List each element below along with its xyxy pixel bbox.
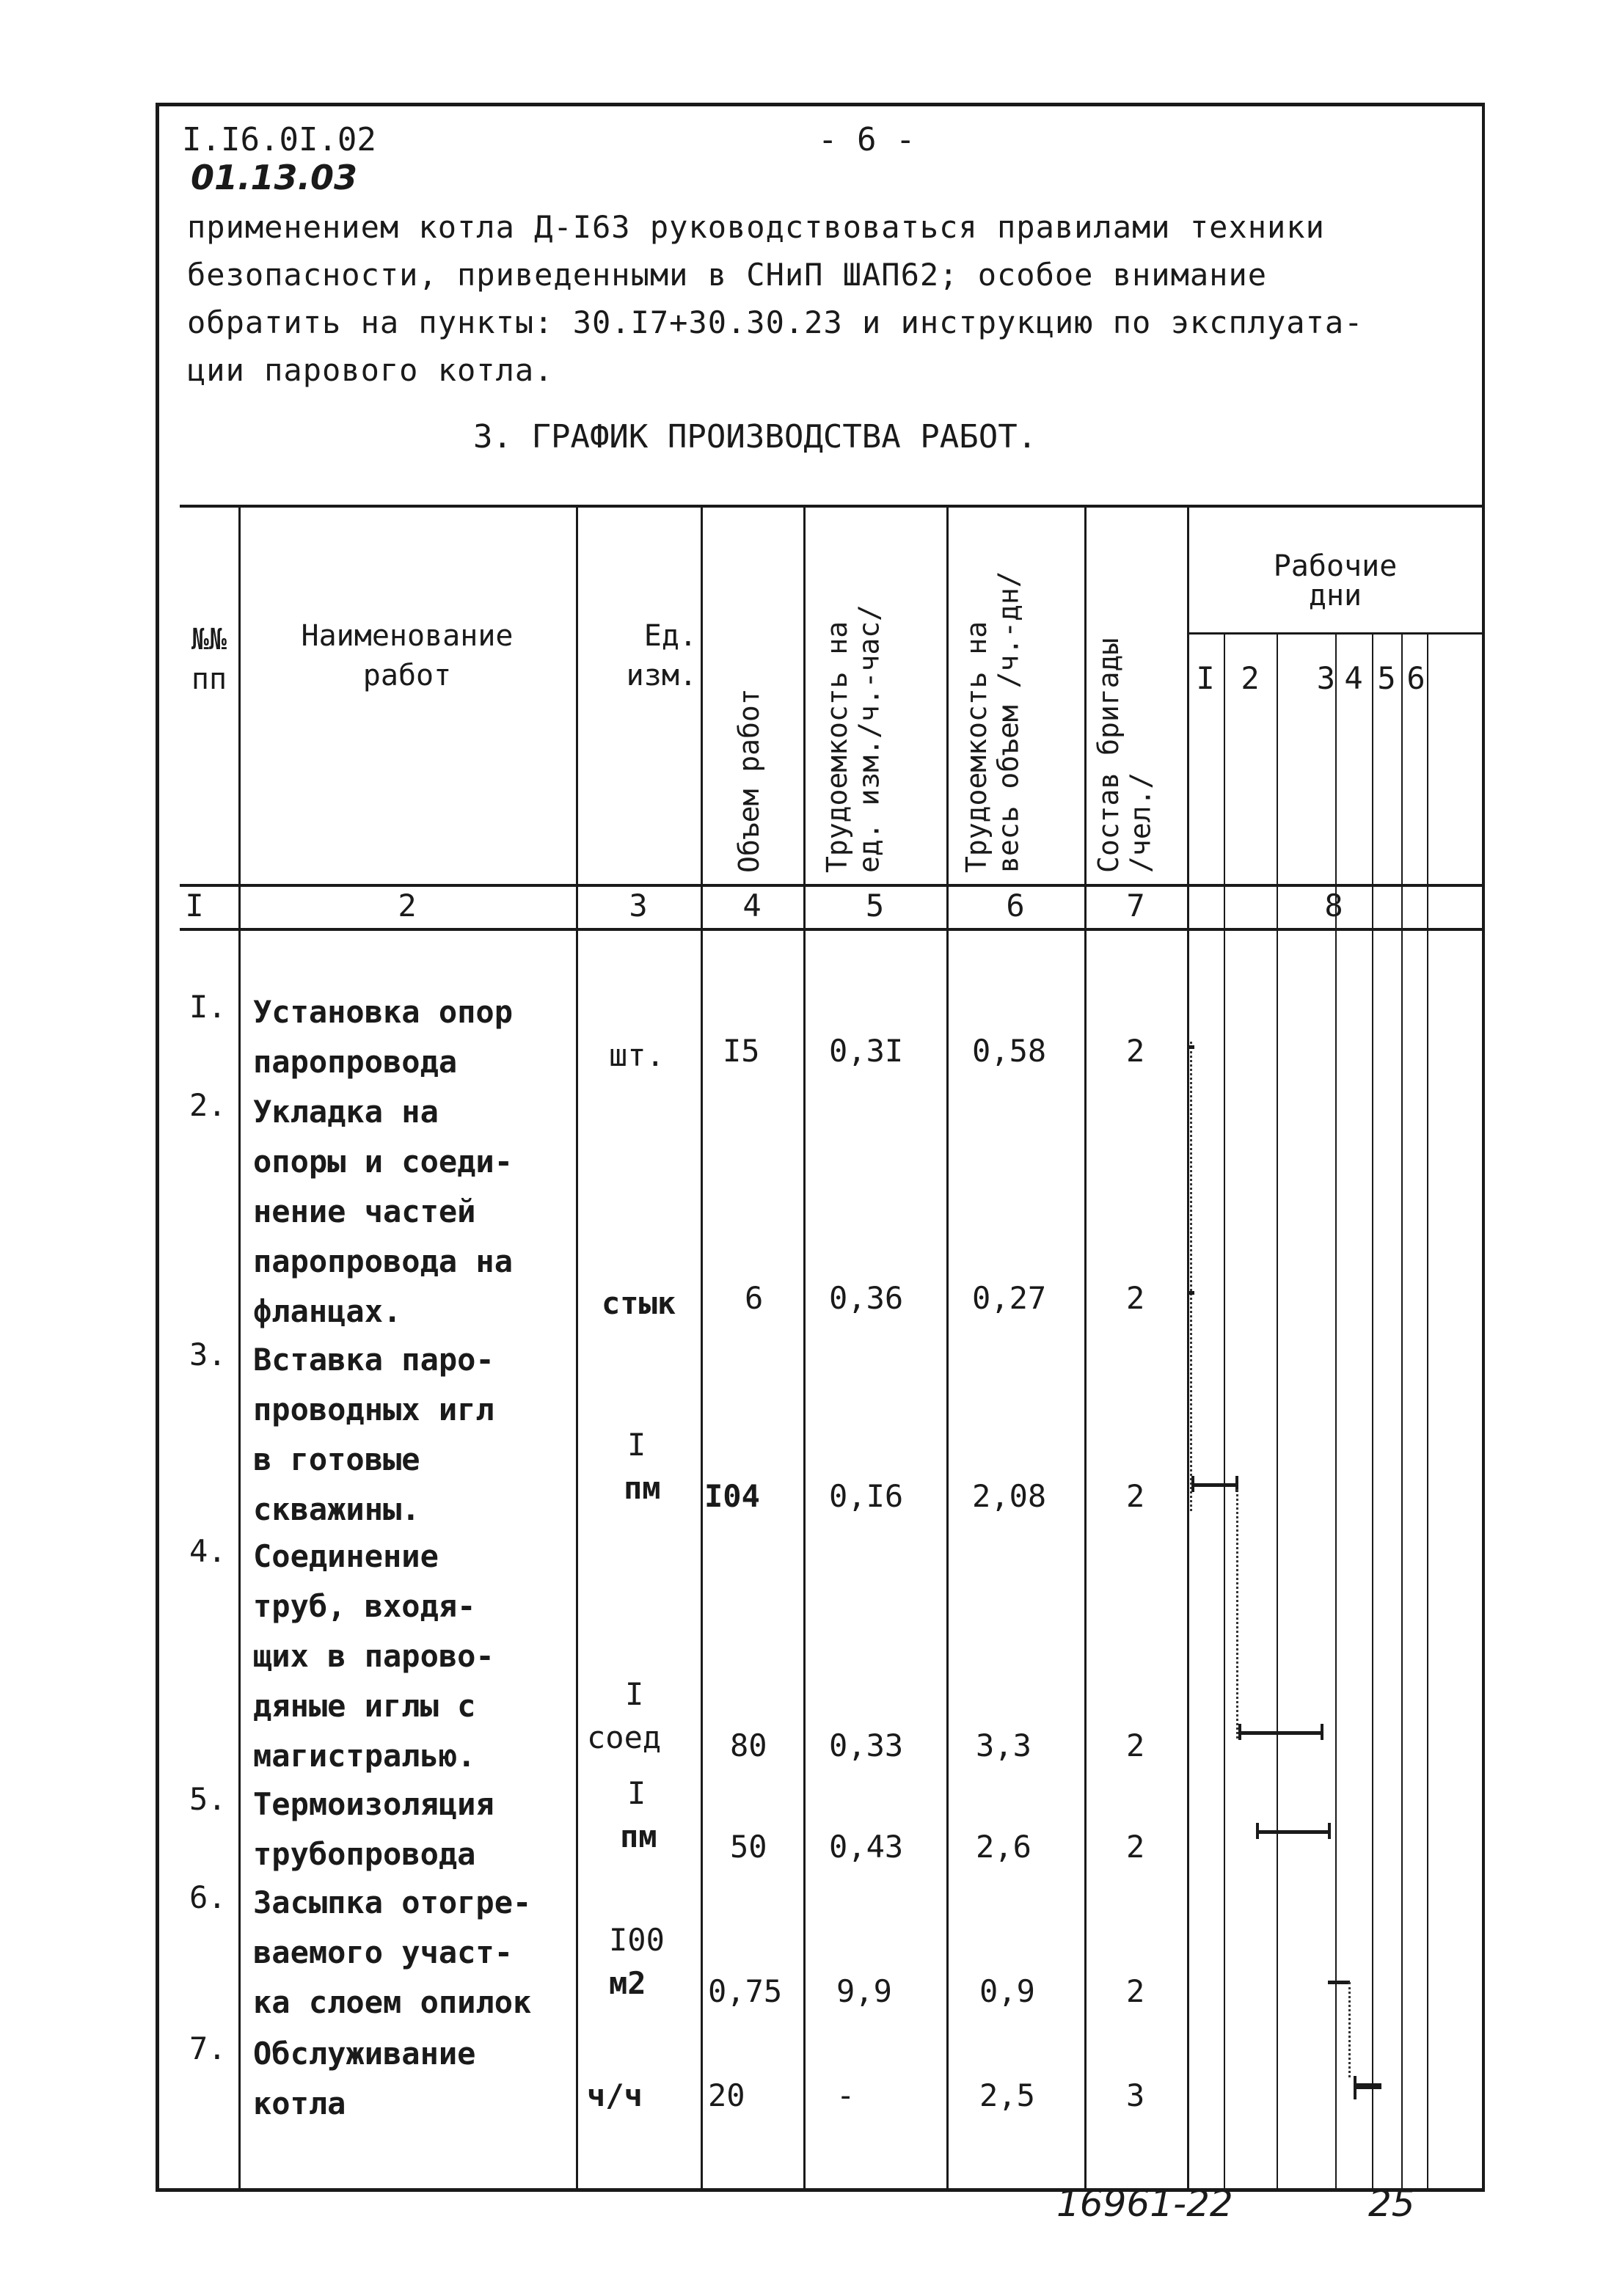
column-number: 8: [1324, 888, 1343, 924]
row-unit: I пм: [624, 1427, 661, 1506]
col-divider: [1084, 506, 1087, 2190]
row-number: 5.: [189, 1781, 227, 1817]
row-volume: I04: [704, 1478, 760, 1514]
row-labor-unit: 0,43: [829, 1829, 904, 1865]
day-label: 4: [1344, 660, 1363, 696]
row-crew: 2: [1126, 1033, 1145, 1069]
row-number: 7.: [189, 2030, 227, 2066]
handwritten-code: 01.13.03: [191, 158, 357, 197]
row-labor-unit: 0,36: [829, 1280, 904, 1316]
col-divider: [701, 506, 703, 2190]
row-number: 4.: [189, 1533, 227, 1569]
document-code: I.I6.0I.02: [182, 121, 376, 158]
header-work-days: Рабочие дни: [1273, 549, 1398, 613]
day-label: 3: [1316, 660, 1335, 696]
gantt-tick: [1256, 1823, 1259, 1839]
column-number: 4: [742, 888, 762, 924]
day-divider: [1277, 634, 1278, 2190]
row-labor-unit: -: [836, 2077, 855, 2113]
day-label: 2: [1241, 660, 1260, 696]
col-divider: [803, 506, 806, 2190]
row-volume: 0,75: [708, 1973, 783, 2009]
paragraph-line: безопасности, приведенными в СНиП ШАП62; особое внимание: [187, 257, 1268, 293]
row-unit: шт.: [609, 1037, 665, 1073]
days-header-divider: [1187, 632, 1482, 635]
row-unit: I соед: [587, 1676, 662, 1755]
section-title: 3. ГРАФИК ПРОИЗВОДСТВА РАБОТ.: [473, 418, 1037, 456]
table-top-border: [180, 505, 1482, 508]
header-bottom-border: [180, 884, 1482, 887]
day-divider: [1372, 634, 1373, 2190]
row-volume: 20: [708, 2077, 745, 2113]
row-volume: 80: [730, 1728, 767, 1763]
row-labor-total: 0,9: [979, 1973, 1035, 2009]
day-divider: [1335, 634, 1337, 2190]
header-labor-total: Трудоемкость на весь объем /ч.-дн/: [960, 571, 1025, 873]
row-name: Обслуживание котла: [253, 2036, 476, 2121]
day-divider: [1224, 634, 1225, 2190]
row-crew: 2: [1126, 1280, 1145, 1316]
row-name: Укладка на опоры и соеди- нение частей паропровода на фланцах.: [253, 1094, 514, 1329]
row-unit: ч/ч: [587, 2077, 643, 2113]
row-labor-total: 2,5: [979, 2077, 1035, 2113]
column-number: 2: [398, 888, 417, 924]
gantt-dotted-line: [1348, 1982, 1351, 2077]
row-name: Засыпка отогре- ваемого участ- ка слоем опилок: [253, 1884, 532, 2020]
day-label: 6: [1406, 660, 1425, 696]
paragraph-line: применением котла Д-I63 руководствоваться правилами техники: [187, 209, 1325, 245]
row-labor-unit: 0,3I: [829, 1033, 904, 1069]
row-name: Соединение труб, входя- щих в парово- дяные иглы с магистралью.: [253, 1538, 494, 1774]
column-number: 5: [865, 888, 885, 924]
page-number: - 6 -: [818, 121, 916, 158]
paragraph-line: ции парового котла.: [187, 352, 554, 388]
row-labor-unit: 0,33: [829, 1728, 904, 1763]
header-crew: Состав бригады /чел./: [1092, 637, 1157, 873]
col-divider: [946, 506, 949, 2190]
gantt-bar: [1256, 1830, 1329, 1834]
col-divider: [238, 506, 241, 2190]
gantt-dotted-line: [1190, 1042, 1192, 1511]
gantt-bar: [1354, 2083, 1381, 2089]
gantt-tick: [1328, 1823, 1331, 1839]
gantt-tick: [1238, 1724, 1241, 1740]
row-labor-total: 2,08: [972, 1478, 1047, 1514]
gantt-bar: [1192, 1483, 1236, 1487]
row-crew: 2: [1126, 1829, 1145, 1865]
row-number: 6.: [189, 1879, 227, 1915]
gantt-bar: [1238, 1731, 1323, 1735]
gantt-tick: [1321, 1724, 1323, 1740]
row-labor-unit: 0,I6: [829, 1478, 904, 1514]
row-labor-total: 0,58: [972, 1033, 1047, 1069]
header-labor-unit: Трудоемкость на ед. изм./ч.-час/: [821, 604, 886, 873]
row-crew: 2: [1126, 1728, 1145, 1763]
row-crew: 3: [1126, 2077, 1145, 2113]
row-unit: I пм: [620, 1775, 657, 1854]
column-number: 7: [1126, 888, 1145, 924]
footer-document-number: 16961-22: [1056, 2182, 1233, 2225]
header-unit: Ед. изм.: [626, 619, 697, 692]
row-number: 3.: [189, 1337, 227, 1372]
day-label: 5: [1377, 660, 1396, 696]
row-name: Установка опор паропровода: [253, 994, 514, 1080]
gantt-bar: [1188, 1291, 1194, 1295]
day-label: I: [1196, 660, 1215, 696]
gantt-tick: [1354, 2076, 1356, 2099]
day-divider: [1401, 634, 1403, 2190]
day-divider: [1427, 634, 1428, 2190]
footer-sheet-number: 25: [1368, 2182, 1415, 2225]
row-unit: I00 м2: [609, 1922, 665, 2001]
column-number: I: [185, 888, 204, 924]
row-labor-total: 0,27: [972, 1280, 1047, 1316]
col-divider: [1187, 506, 1189, 2190]
row-volume: I5: [723, 1033, 760, 1069]
row-name: Вставка паро- проводных игл в готовые скважины.: [253, 1342, 494, 1527]
row-volume: 6: [745, 1280, 764, 1316]
gantt-bar: [1328, 1981, 1350, 1984]
row-number: 2.: [189, 1087, 227, 1123]
column-numbers-border: [180, 928, 1482, 931]
paragraph-line: обратить на пункты: 30.I7+30.30.23 и инструкцию по эксплуата-: [187, 304, 1364, 340]
row-name: Термоизоляция трубопровода: [253, 1786, 494, 1872]
row-labor-unit: 9,9: [836, 1973, 892, 2009]
col-divider: [576, 506, 578, 2190]
header-volume: Объем работ: [733, 688, 765, 873]
row-number: I.: [189, 989, 227, 1025]
gantt-bar: [1188, 1045, 1194, 1049]
header-no: №№ пп: [191, 623, 227, 696]
gantt-dotted-line: [1236, 1489, 1238, 1739]
row-labor-total: 3,3: [976, 1728, 1031, 1763]
row-labor-total: 2,6: [976, 1829, 1031, 1865]
header-name: Наименование работ: [301, 619, 514, 692]
gantt-tick: [1191, 1476, 1194, 1492]
row-volume: 50: [730, 1829, 767, 1865]
row-crew: 2: [1126, 1478, 1145, 1514]
row-unit: стык: [602, 1285, 676, 1321]
column-number: 6: [1006, 888, 1025, 924]
row-crew: 2: [1126, 1973, 1145, 2009]
column-number: 3: [629, 888, 648, 924]
